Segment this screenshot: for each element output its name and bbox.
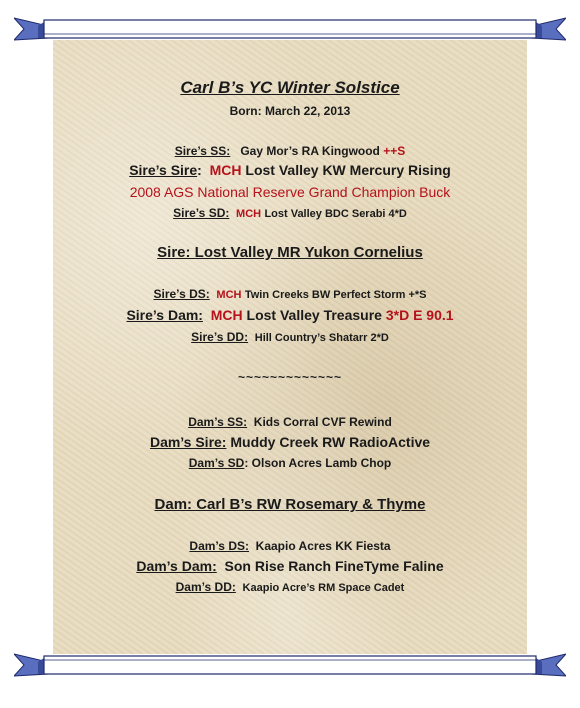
sire-ss-mark: ++S bbox=[383, 144, 406, 158]
sire-dam-line bbox=[0, 307, 580, 323]
dam-dd-line bbox=[0, 580, 580, 594]
dam-ds-line bbox=[0, 539, 580, 553]
dam-sire-label: Dam’s Sire: bbox=[149, 434, 227, 450]
sire-dd-value: Hill Country’s Shatarr 2*D bbox=[254, 332, 389, 344]
sire-dam-label: Sire’s Dam: bbox=[126, 307, 203, 323]
dam-dam-label: Dam’s Dam: bbox=[136, 558, 217, 574]
page-title: Carl B’s YC Winter Solstice bbox=[180, 78, 400, 97]
dam-sd-value: : Olson Acres Lamb Chop bbox=[244, 456, 392, 470]
dam-ds-value: Kaapio Acres KK Fiesta bbox=[255, 539, 391, 553]
sire-sd-label: Sire’s SD: bbox=[173, 206, 230, 220]
sire-line: Sire: Lost Valley MR Yukon Cornelius bbox=[157, 244, 423, 261]
dam-dd-value: Kaapio Acre’s RM Space Cadet bbox=[242, 582, 405, 594]
dam-ss-line bbox=[0, 415, 580, 429]
dam-sire-line bbox=[0, 434, 580, 450]
sire-sire-label: Sire’s Sire bbox=[129, 162, 198, 178]
sire-sire-colon: : bbox=[197, 162, 202, 178]
sire-sd-line bbox=[0, 206, 580, 220]
sire-sd-value: Lost Valley BDC Serabi 4*D bbox=[264, 208, 407, 220]
dam-sd-label: Dam’s SD bbox=[188, 456, 245, 470]
dam-sd-line bbox=[0, 456, 580, 470]
dam-sire-value: Muddy Creek RW RadioActive bbox=[230, 434, 431, 450]
sire-sd-prefix: MCH bbox=[236, 208, 262, 220]
sire-dam-value: Lost Valley Treasure bbox=[246, 307, 382, 323]
dam-dam-value: Son Rise Ranch FineTyme Faline bbox=[224, 558, 444, 574]
dam-line: Dam: Carl B’s RW Rosemary & Thyme bbox=[154, 496, 426, 513]
dam-dd-label: Dam’s DD: bbox=[175, 580, 236, 594]
sire-ss-value: Gay Mor’s RA Kingwood bbox=[240, 144, 380, 158]
sire-dam-prefix: MCH bbox=[210, 307, 243, 323]
sire-ss-label: Sire’s SS: bbox=[174, 144, 231, 158]
sire-sire-prefix: MCH bbox=[209, 162, 242, 178]
sire-ds-prefix: MCH bbox=[216, 289, 242, 301]
sire-ss-line bbox=[0, 144, 580, 158]
divider: ~~~~~~~~~~~~~ bbox=[237, 370, 343, 384]
dam-ss-label: Dam’s SS: bbox=[188, 415, 248, 429]
sire-dam-mark: 3*D E 90.1 bbox=[385, 307, 454, 323]
sire-ds-value: Twin Creeks BW Perfect Storm +*S bbox=[244, 289, 427, 301]
born-date: Born: March 22, 2013 bbox=[229, 104, 351, 118]
sire-ds-line bbox=[0, 287, 580, 301]
dam-dam-line bbox=[0, 558, 580, 574]
dam-ss-value: Kids Corral CVF Rewind bbox=[253, 415, 392, 429]
bottom-scroll-banner bbox=[14, 650, 566, 680]
dam-ds-label: Dam’s DS: bbox=[189, 539, 249, 553]
sire-sire-value: Lost Valley KW Mercury Rising bbox=[245, 162, 451, 178]
sire-ds-label: Sire’s DS: bbox=[153, 287, 210, 301]
sire-dd-line bbox=[0, 330, 580, 344]
sire-sire-line bbox=[0, 162, 580, 178]
sire-dd-label: Sire’s DD: bbox=[191, 330, 249, 344]
award-line: 2008 AGS National Reserve Grand Champion Buck bbox=[129, 184, 451, 200]
